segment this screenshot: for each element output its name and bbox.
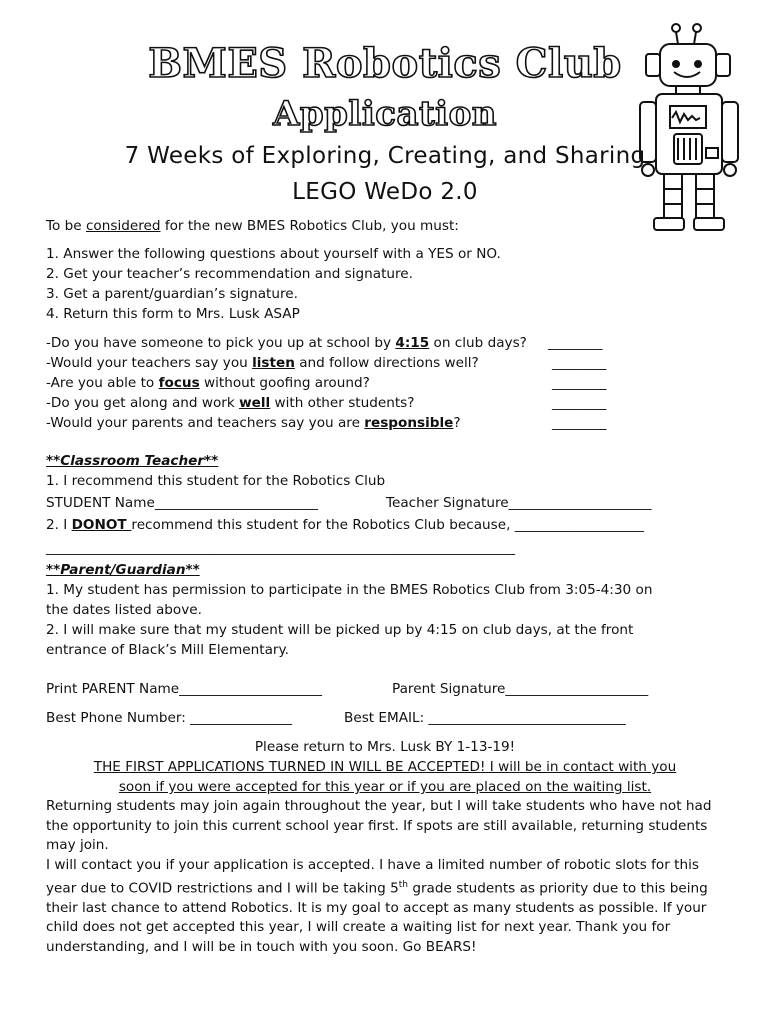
program-name: LEGO WeDo 2.0	[292, 179, 478, 205]
requirement-4: 4. Return this form to Mrs. Lusk ASAP	[46, 306, 300, 322]
question-3: -Are you able to focus without goofing around?	[46, 375, 370, 391]
first-applications-line1: THE FIRST APPLICATIONS TURNED IN WILL BE ACCEPTED! I will be in contact with you	[93, 759, 677, 775]
parent-signature-field[interactable]: Parent Signature_____________________	[392, 681, 649, 697]
parent-item2-line2: entrance of Black’s Mill Elementary.	[46, 642, 289, 658]
intro-text: To be considered for the new BMES Robotics Club, you must:	[46, 218, 459, 234]
title-line-1: BMES Robotics Club	[148, 40, 622, 87]
title-line-2: Application	[272, 94, 497, 134]
parent-item1-line1: 1. My student has permission to participate in the BMES Robotics Club from 3:05-4:30 on	[46, 582, 653, 598]
parent-heading: **Parent/Guardian**	[46, 562, 200, 578]
robot-illustration-icon	[636, 14, 756, 240]
question-5: -Would your parents and teachers say you are responsible?	[46, 415, 461, 431]
answer-blank-5[interactable]: ________	[552, 415, 607, 431]
teacher-signature-field[interactable]: Teacher Signature_____________________	[386, 495, 652, 511]
subtitle: 7 Weeks of Exploring, Creating, and Sharing	[124, 143, 646, 169]
answer-blank-4[interactable]: ________	[552, 395, 607, 411]
question-2: -Would your teachers say you listen and follow directions well?	[46, 355, 479, 371]
reason-blank[interactable]: ___________________	[514, 517, 644, 533]
requirement-1: 1. Answer the following questions about yourself with a YES or NO.	[46, 246, 501, 262]
return-line: Please return to Mrs. Lusk BY 1-13-19!	[254, 739, 516, 755]
contact-paragraph: I will contact you if your application is accepted. I have a limited number of robotic slots for this year due to COVID restrictions and I will be taking 5th grade students as priority due to this being their last chance to attend Robotics. It is my goal to accept as many students as possible. If your child does not get accepted this year, I will create a waiting list for next year. Thank you for understanding, and I will be in touch with you soon. Go BEARS!	[46, 857, 708, 955]
email-field[interactable]: Best EMAIL: _____________________________	[344, 710, 626, 726]
question-4: -Do you get along and work well with other students?	[46, 395, 415, 411]
parent-item1-line2: the dates listed above.	[46, 602, 202, 618]
parent-name-field[interactable]: Print PARENT Name_____________________	[46, 681, 322, 697]
phone-field[interactable]: Best Phone Number: _______________	[46, 710, 293, 726]
answer-blank-1[interactable]: ________	[548, 335, 603, 351]
teacher-not-recommend: 2. I DONOT recommend this student for the Robotics Club because, ___________________	[46, 517, 644, 533]
answer-blank-2[interactable]: ________	[552, 355, 607, 371]
teacher-heading: **Classroom Teacher**	[46, 453, 219, 469]
teacher-recommend: 1. I recommend this student for the Robotics Club	[46, 473, 386, 489]
reason-full-line[interactable]: _____________________________________________________________________	[46, 540, 515, 556]
student-name-field[interactable]: STUDENT Name________________________	[46, 495, 318, 511]
requirement-2: 2. Get your teacher’s recommendation and signature.	[46, 266, 413, 282]
returning-students-paragraph: Returning students may join again throughout the year, but I will take students who have not had the opportunity to join this current school year first. If spots are still available, returning students may join.	[46, 798, 712, 854]
answer-blank-3[interactable]: ________	[552, 375, 607, 391]
requirement-3: 3. Get a parent/guardian’s signature.	[46, 286, 298, 302]
parent-item2-line1: 2. I will make sure that my student will be picked up by 4:15 on club days, at the front	[46, 622, 634, 638]
question-1: -Do you have someone to pick you up at school by 4:15 on club days?	[46, 335, 527, 351]
first-applications-line2: soon if you were accepted for this year or if you are placed on the waiting list.	[118, 779, 652, 795]
